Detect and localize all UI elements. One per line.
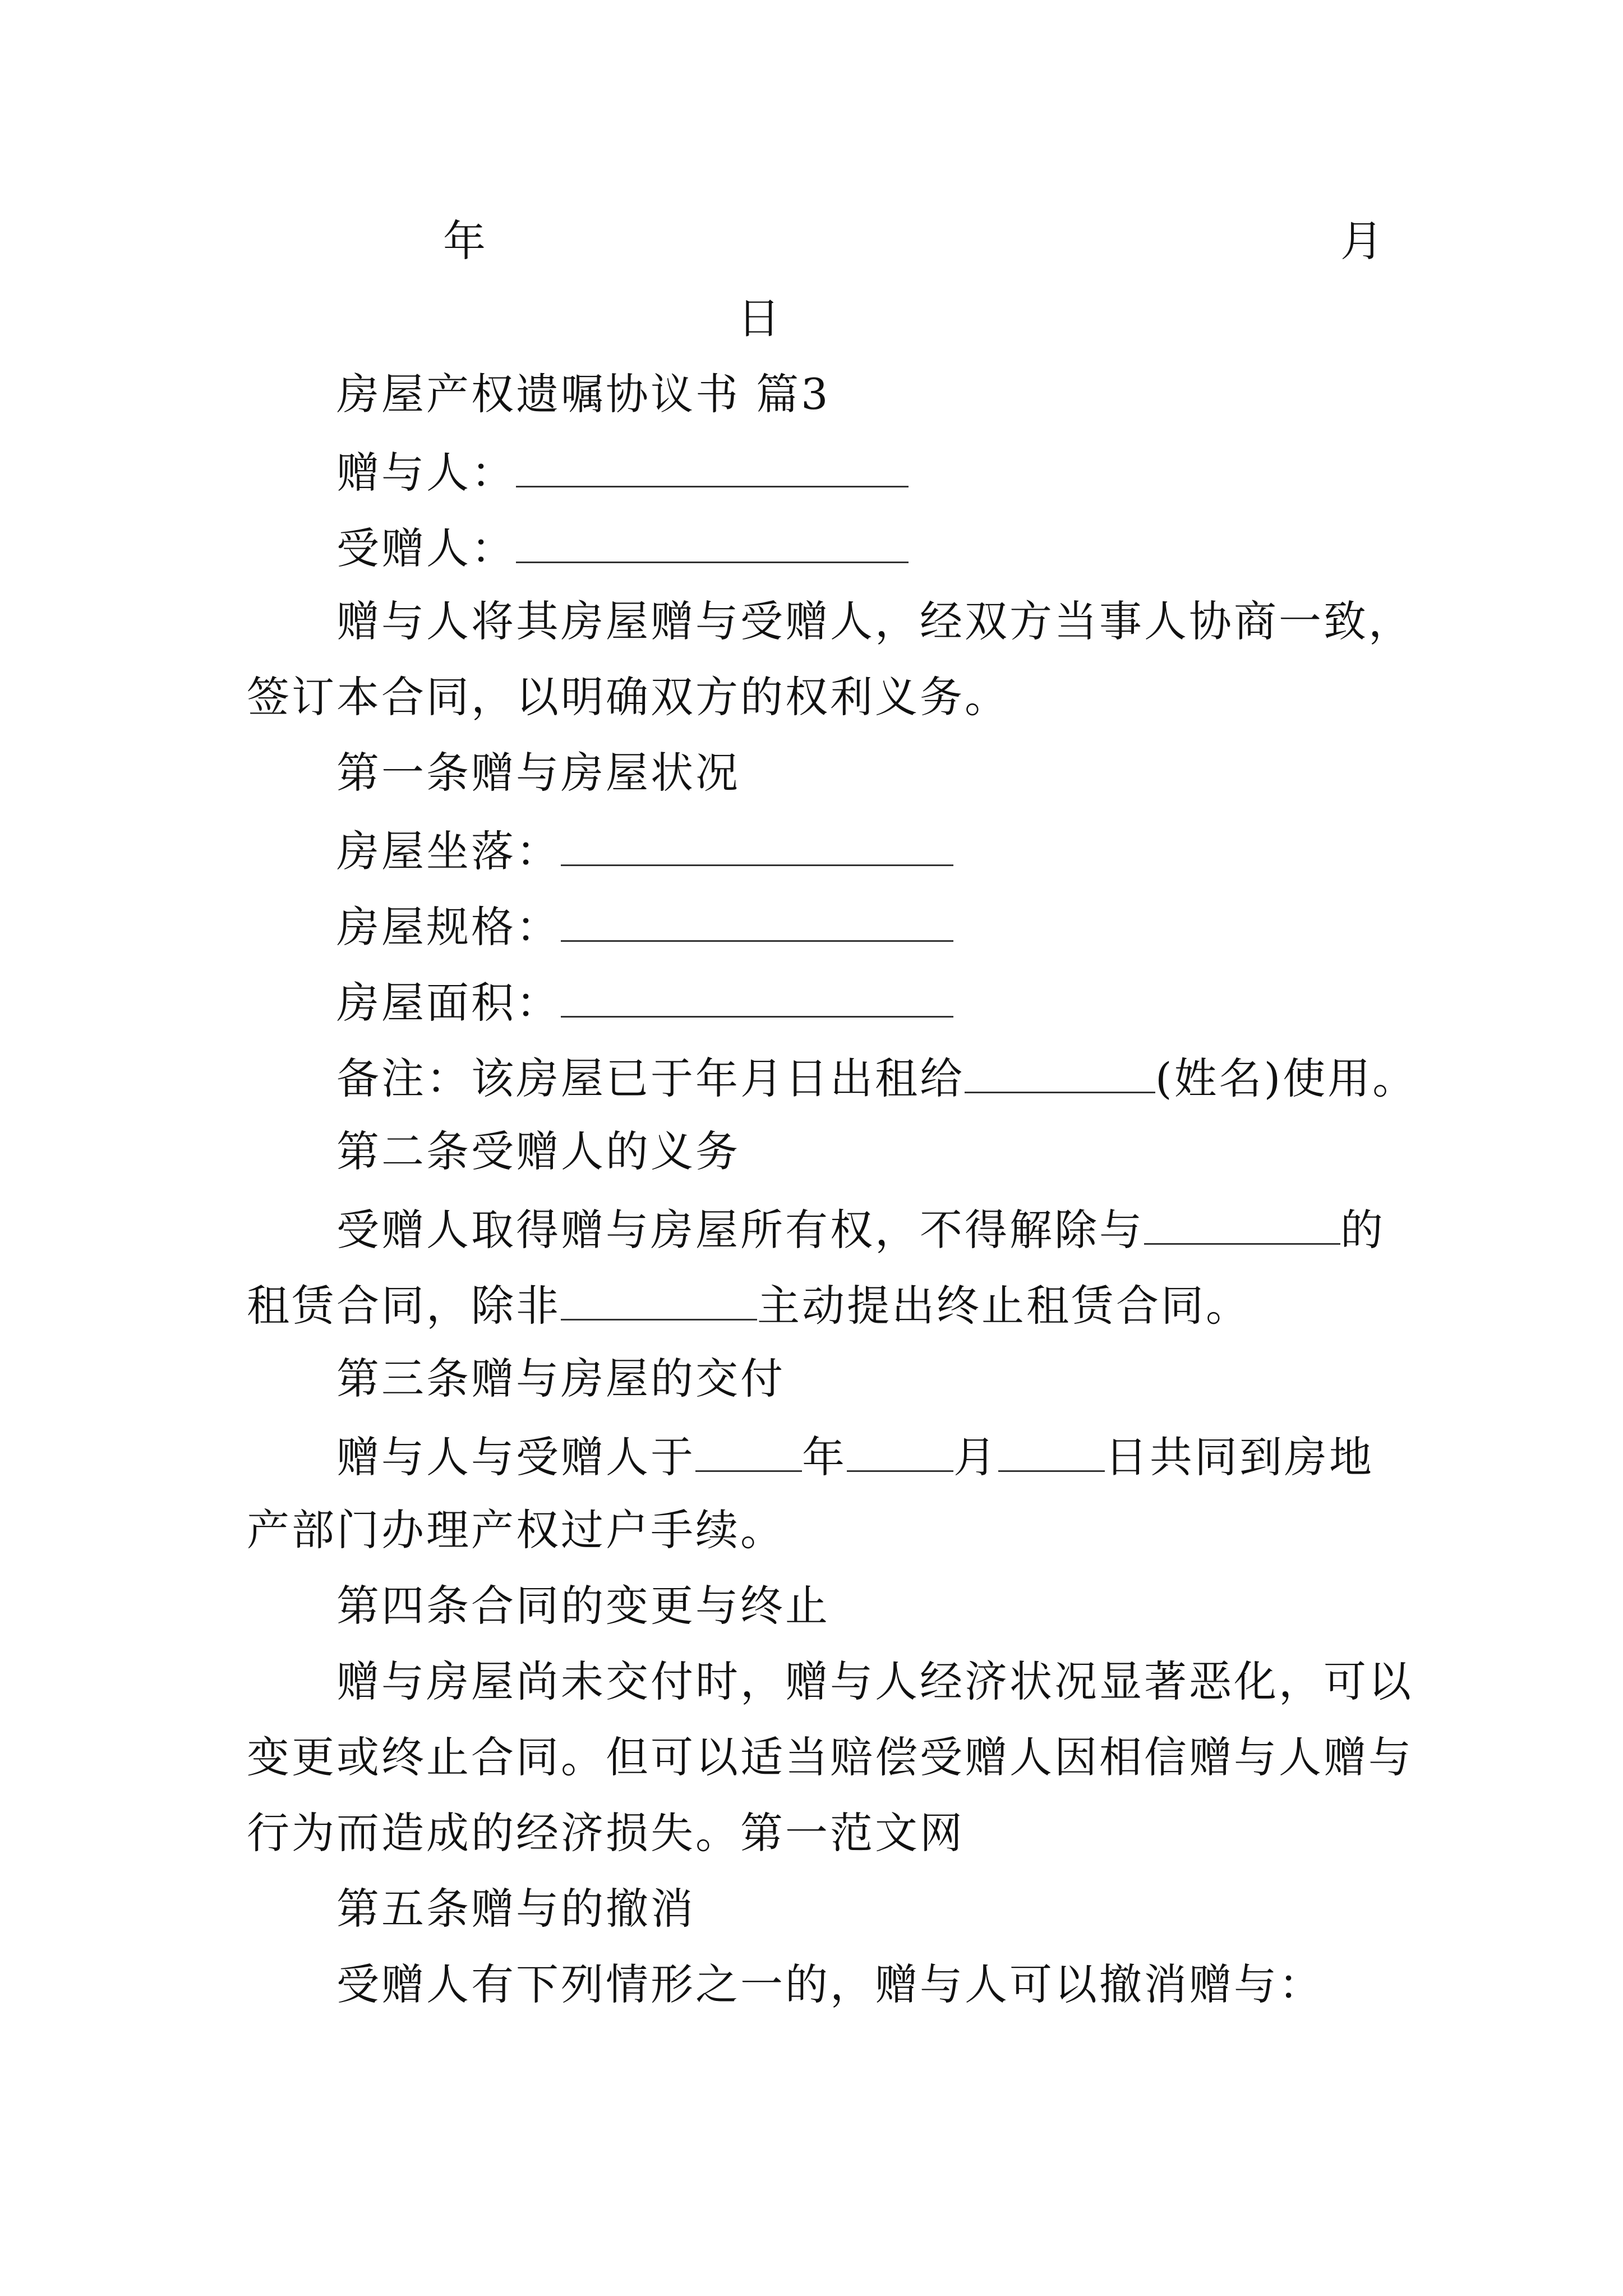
article5-title: 第五条赠与的撤消: [336, 1884, 695, 1934]
article3-line-1: [336, 1432, 1374, 1482]
area-blank: [561, 979, 953, 1018]
donor-label: 赠与人：: [336, 448, 516, 498]
tenant-blank: [561, 1282, 757, 1320]
article2-line-1: [336, 1205, 1385, 1255]
article2-line1-suffix: 的: [1340, 1205, 1385, 1255]
area-label: 房屋面积：: [336, 978, 561, 1028]
article2-line-2: [247, 1281, 1251, 1331]
article3-title: 第三条赠与房屋的交付: [336, 1354, 785, 1404]
article3-line-2: 产部门办理产权过户手续。: [247, 1505, 785, 1555]
article2-line2-suffix: 主动提出终止租赁合同。: [757, 1281, 1251, 1331]
article3-line1-a: 赠与人与受赠人于: [336, 1432, 695, 1482]
note-row: [336, 1053, 1418, 1103]
article4-title: 第四条合同的变更与终止: [336, 1581, 830, 1631]
date-day: 日: [737, 293, 782, 343]
intro-line-2: 签订本合同，以明确双方的权利义务。: [247, 672, 1009, 722]
article2-line1-prefix: 受赠人取得赠与房屋所有权，不得解除与: [336, 1205, 1144, 1255]
note-suffix: (姓名)使用。: [1155, 1053, 1418, 1103]
lease-party-blank: [1144, 1206, 1340, 1245]
donor-blank: [516, 449, 909, 487]
article2-line2-prefix: 租赁合同，除非: [247, 1281, 561, 1331]
article3-line1-b: 年: [802, 1432, 847, 1482]
intro-line-1: 赠与人将其房屋赠与受赠人，经双方当事人协商一致，: [336, 596, 1413, 646]
date-year: 年: [443, 216, 488, 266]
year-blank: [695, 1433, 802, 1472]
tenant-name-blank: [965, 1055, 1155, 1093]
donor-row: [336, 448, 909, 498]
section-title: 房屋产权遗嘱协议书 篇3: [336, 369, 831, 419]
donee-blank: [516, 524, 909, 563]
note-prefix: 备注：该房屋已于年月日出租给: [336, 1053, 965, 1103]
month-blank: [847, 1433, 953, 1472]
article3-line1-d: 日共同到房地: [1105, 1432, 1374, 1482]
location-label: 房屋坐落：: [336, 826, 561, 876]
article4-line-1: 赠与房屋尚未交付时，赠与人经济状况显著恶化，可以: [336, 1657, 1413, 1706]
location-blank: [561, 827, 953, 866]
article2-title: 第二条受赠人的义务: [336, 1126, 740, 1176]
article4-line-2: 变更或终止合同。但可以适当赔偿受赠人因相信赠与人赠与: [247, 1732, 1413, 1782]
article1-title: 第一条赠与房屋状况: [336, 748, 740, 798]
area-row: [336, 978, 953, 1028]
donee-row: [336, 523, 909, 573]
article4-line-3: 行为而造成的经济损失。第一范文网: [247, 1808, 965, 1858]
date-month: 月: [1340, 216, 1385, 266]
day-blank: [998, 1433, 1105, 1472]
spec-row: [336, 902, 953, 952]
article5-line-1: 受赠人有下列情形之一的，赠与人可以撤消赠与：: [336, 1959, 1324, 2009]
article3-line1-c: 月: [953, 1432, 998, 1482]
location-row: [336, 826, 953, 876]
spec-blank: [561, 903, 953, 942]
spec-label: 房屋规格：: [336, 902, 561, 952]
donee-label: 受赠人：: [336, 523, 516, 573]
